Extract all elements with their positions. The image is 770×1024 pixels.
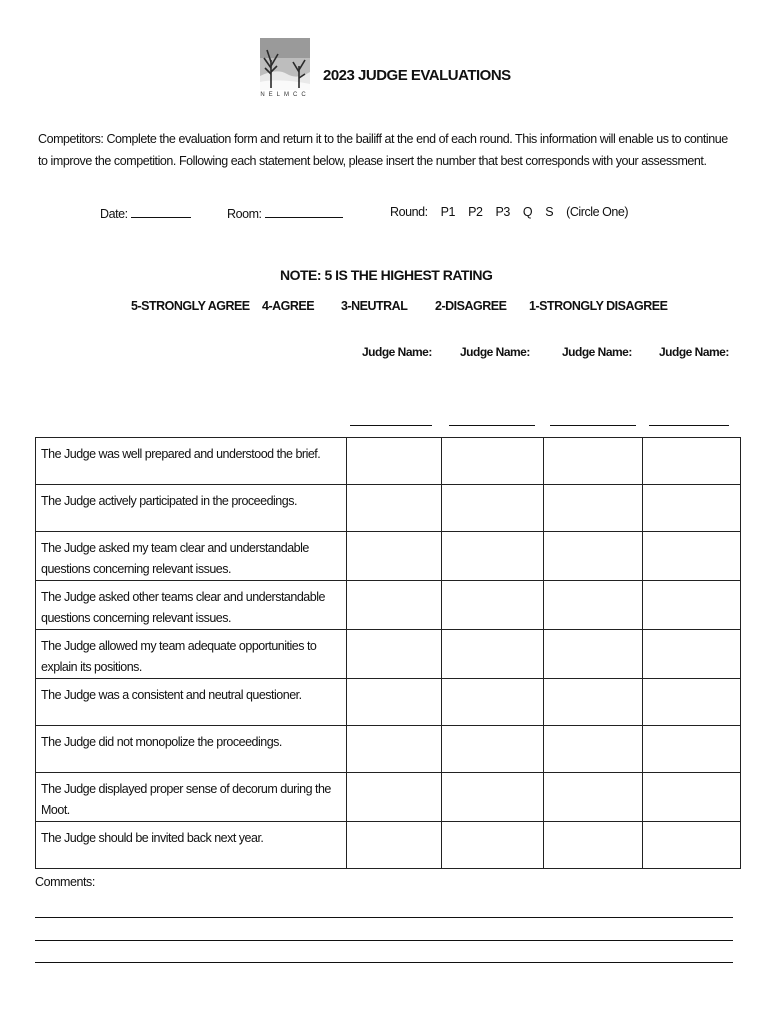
judge-name-header-2: Judge Name:: [460, 345, 530, 359]
round-option-q[interactable]: Q: [522, 205, 533, 219]
rating-cell[interactable]: [442, 485, 544, 532]
statement-cell: The Judge did not monopolize the proceedings.: [36, 726, 347, 773]
judge-name-header-4: Judge Name:: [659, 345, 729, 359]
date-label: Date:: [100, 207, 128, 221]
rating-cell[interactable]: [347, 773, 442, 822]
rating-cell[interactable]: [544, 773, 643, 822]
table-row: [36, 485, 741, 532]
room-label: Room:: [227, 207, 262, 221]
rating-cell[interactable]: [442, 532, 544, 581]
scale-2: 2-DISAGREE: [435, 299, 507, 313]
date-blank[interactable]: [131, 205, 191, 218]
rating-cell[interactable]: [643, 726, 741, 773]
table-row: [36, 532, 741, 581]
nelmcc-logo: [257, 38, 313, 102]
statement-cell: The Judge asked my team clear and understandable questions concerning relevant issues.: [36, 532, 347, 581]
table-row: [36, 773, 741, 822]
statement-cell: The Judge should be invited back next year.: [36, 822, 347, 869]
round-option-s[interactable]: S: [545, 205, 554, 219]
scale-5: 5-STRONGLY AGREE: [131, 299, 250, 313]
judge-name-header-3: Judge Name:: [562, 345, 632, 359]
statement-cell: The Judge allowed my team adequate opportunities to explain its positions.: [36, 630, 347, 679]
rating-cell[interactable]: [643, 630, 741, 679]
comment-line-3[interactable]: [35, 962, 733, 963]
statement-cell: The Judge actively participated in the proceedings.: [36, 485, 347, 532]
rating-cell[interactable]: [442, 726, 544, 773]
rating-cell[interactable]: [643, 679, 741, 726]
round-label: Round:: [390, 205, 428, 219]
table-row: [36, 726, 741, 773]
round-hint: (Circle One): [566, 205, 629, 219]
judge-name-line-4[interactable]: [649, 425, 729, 426]
rating-cell[interactable]: [643, 438, 741, 485]
room-blank[interactable]: [265, 205, 343, 218]
scale-3: 3-NEUTRAL: [341, 299, 408, 313]
rating-cell[interactable]: [544, 822, 643, 869]
rating-cell[interactable]: [544, 726, 643, 773]
room-field[interactable]: [227, 205, 343, 221]
rating-cell[interactable]: [442, 630, 544, 679]
rating-cell[interactable]: [544, 630, 643, 679]
rating-cell[interactable]: [643, 485, 741, 532]
page-title: 2023 JUDGE EVALUATIONS: [323, 67, 511, 84]
judge-name-line-2[interactable]: [449, 425, 535, 426]
intro-paragraph: Competitors: Complete the evaluation form and return it to the bailiff at the end of each round. This information will enable us to continue to improve the competition. Following each statement below, please insert the number that best corresponds with your assessment.: [38, 132, 728, 168]
rating-note: NOTE: 5 IS THE HIGHEST RATING: [280, 267, 493, 283]
rating-cell[interactable]: [347, 822, 442, 869]
rating-cell[interactable]: [442, 773, 544, 822]
scale-4: 4-AGREE: [262, 299, 315, 313]
statement-cell: The Judge was well prepared and understood the brief.: [36, 438, 347, 485]
rating-cell[interactable]: [643, 532, 741, 581]
statement-cell: The Judge asked other teams clear and understandable questions concerning relevant issues.: [36, 581, 347, 630]
rating-cell[interactable]: [442, 581, 544, 630]
rating-cell[interactable]: [442, 822, 544, 869]
rating-cell[interactable]: [347, 630, 442, 679]
rating-cell[interactable]: [347, 679, 442, 726]
rating-cell[interactable]: [442, 679, 544, 726]
comment-line-2[interactable]: [35, 940, 733, 941]
rating-cell[interactable]: [347, 438, 442, 485]
rating-cell[interactable]: [643, 773, 741, 822]
table-row: [36, 822, 741, 869]
round-option-p1[interactable]: P1: [440, 205, 456, 219]
rating-cell[interactable]: [347, 532, 442, 581]
rating-cell[interactable]: [442, 438, 544, 485]
rating-cell[interactable]: [544, 438, 643, 485]
rating-cell[interactable]: [544, 581, 643, 630]
rating-cell[interactable]: [643, 822, 741, 869]
comments-label: Comments:: [35, 875, 95, 889]
table-row: [36, 679, 741, 726]
judge-name-header-1: Judge Name:: [362, 345, 432, 359]
scale-1: 1-STRONGLY DISAGREE: [529, 299, 668, 313]
round-option-p2[interactable]: P2: [468, 205, 483, 219]
table-row: [36, 581, 741, 630]
rating-cell[interactable]: [347, 485, 442, 532]
round-field: [390, 205, 628, 219]
judge-name-line-3[interactable]: [550, 425, 636, 426]
table-row: [36, 438, 741, 485]
date-field[interactable]: [100, 205, 191, 221]
rating-cell[interactable]: [544, 485, 643, 532]
rating-cell[interactable]: [544, 679, 643, 726]
comment-line-1[interactable]: [35, 917, 733, 918]
statement-cell: The Judge displayed proper sense of decorum during the Moot.: [36, 773, 347, 822]
statement-cell: The Judge was a consistent and neutral questioner.: [36, 679, 347, 726]
rating-cell[interactable]: [544, 532, 643, 581]
rating-cell[interactable]: [347, 581, 442, 630]
judge-name-line-1[interactable]: [350, 425, 432, 426]
table-row: [36, 630, 741, 679]
ratings-table: [35, 437, 741, 869]
rating-cell[interactable]: [643, 581, 741, 630]
round-option-p3[interactable]: P3: [495, 205, 510, 219]
rating-cell[interactable]: [347, 726, 442, 773]
logo-wordmark: NELMCC: [260, 92, 310, 98]
